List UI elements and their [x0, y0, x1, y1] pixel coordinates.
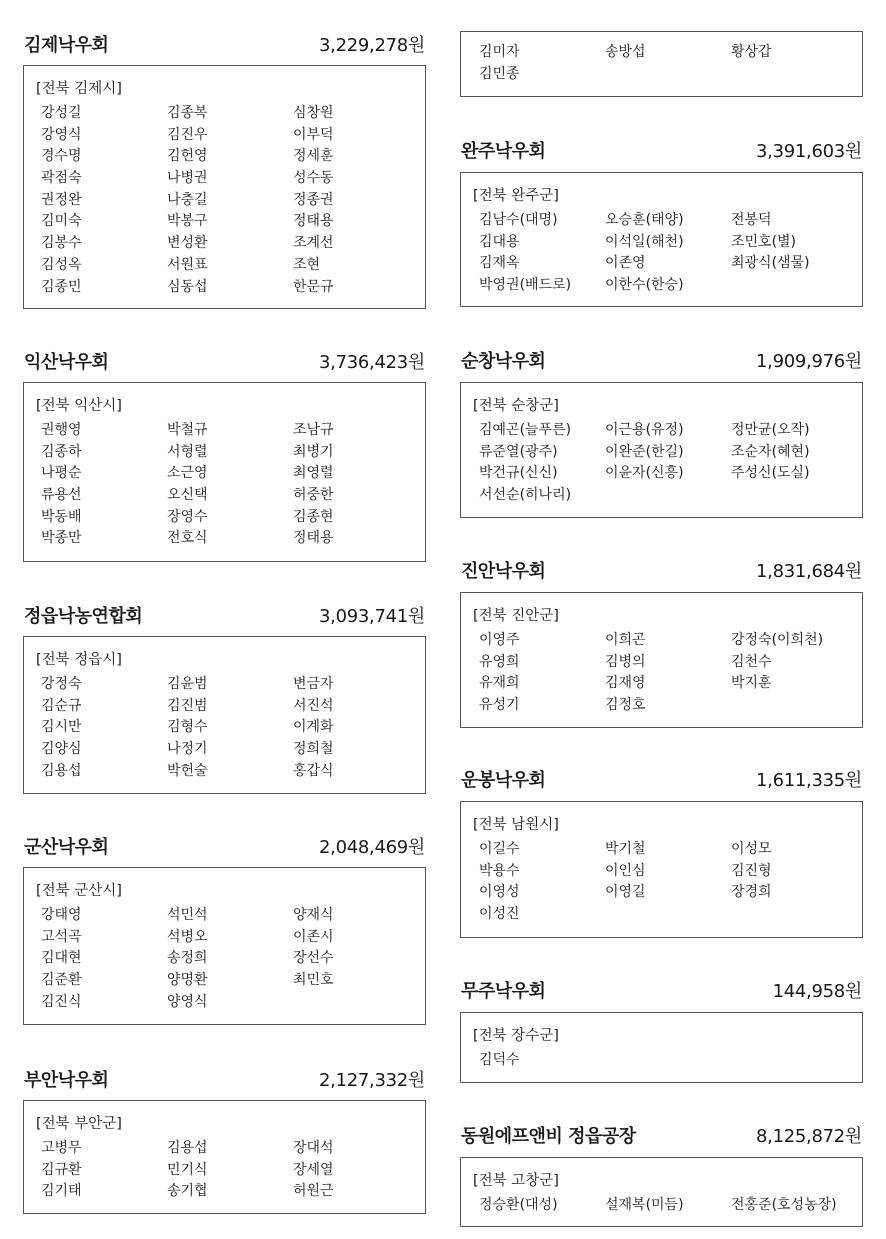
- member-name: 정태용: [293, 213, 334, 230]
- member-box: [460, 31, 863, 97]
- member-name: 강정숙(이희천): [731, 632, 824, 648]
- member-name: 김시만: [41, 719, 82, 736]
- donor-section-gimje: [23, 31, 426, 295]
- donor-section-dongwon: [460, 1122, 863, 1213]
- member-name: 박철규: [167, 422, 208, 438]
- member-name: 이한수(한승): [605, 277, 684, 294]
- member-box: [460, 1012, 863, 1083]
- member-name: 이존시: [293, 928, 334, 945]
- member-name: 김대용: [479, 233, 520, 250]
- member-name: 소근영: [167, 465, 208, 482]
- member-list: [479, 420, 858, 507]
- member-name: 김진식: [41, 993, 82, 1010]
- member-name: 이석일(해천): [605, 233, 684, 250]
- section-title: 익산낙우회: [24, 352, 109, 373]
- member-name: 김대현: [41, 950, 82, 967]
- member-name: 김천수: [731, 653, 772, 670]
- member-name: 이인심: [605, 862, 646, 879]
- member-name: 김형수: [167, 719, 208, 736]
- member-name: 변성환: [167, 235, 208, 252]
- member-name: 김진범: [167, 697, 208, 714]
- section-title: 순창낙우회: [461, 351, 546, 372]
- section-title: 정읍낙농연합회: [24, 606, 143, 627]
- section-amount: 1,831,684원: [756, 561, 862, 582]
- member-name: 박용수: [479, 862, 520, 879]
- member-name: 서선순(히나리): [479, 487, 572, 504]
- member-name: 나정기: [167, 741, 208, 758]
- section-title: 진안낙우회: [461, 561, 546, 582]
- member-name: 강정숙: [41, 676, 82, 692]
- section-title: 운봉낙우회: [461, 770, 546, 791]
- member-name: 양영식: [167, 993, 208, 1010]
- member-box: [460, 1157, 863, 1227]
- member-name: 허중한: [293, 487, 334, 504]
- member-name: 장경희: [731, 884, 772, 901]
- member-name: 심동섭: [167, 278, 208, 295]
- donor-section-muju: [460, 977, 863, 1068]
- member-name: 조순자(혜현): [731, 443, 810, 460]
- member-name: 김종하: [41, 443, 82, 460]
- member-name: 양재식: [293, 907, 334, 923]
- member-name: 김미숙: [41, 213, 82, 230]
- member-name: 이근용(유정): [605, 422, 684, 438]
- member-box: [23, 1100, 426, 1214]
- member-name: 김성옥: [41, 256, 82, 273]
- member-name: 송방섭: [605, 44, 646, 60]
- member-name: 박지훈: [731, 675, 772, 692]
- member-name: 김재영: [605, 675, 646, 692]
- member-name: 민기식: [167, 1161, 208, 1178]
- member-box: [460, 382, 863, 518]
- member-name: 김종복: [167, 105, 208, 121]
- section-amount: 1,611,335원: [756, 770, 862, 791]
- member-name: 김진우: [167, 126, 208, 143]
- member-name: 이부덕: [293, 126, 334, 143]
- member-name: 서원표: [167, 256, 208, 273]
- member-name: 김민종: [479, 65, 520, 82]
- member-name: 조민호(별): [731, 233, 797, 250]
- region-label: [전북 순창군]: [473, 398, 559, 414]
- donor-section-iksan: [23, 348, 426, 547]
- donor-section-sunchang: [460, 347, 863, 504]
- member-name: 정종권: [293, 191, 334, 208]
- member-name: 김윤범: [167, 676, 208, 692]
- member-name: 성수동: [293, 170, 334, 187]
- member-name: 오승훈(태양): [605, 212, 684, 228]
- member-list: [41, 905, 421, 1013]
- member-name: 송기협: [167, 1183, 208, 1200]
- member-name: 홍갑식: [293, 762, 334, 779]
- section-amount: 3,391,603원: [756, 141, 862, 162]
- member-list: [479, 210, 858, 297]
- member-name: 나병권: [167, 170, 208, 187]
- member-name: 김덕수: [479, 1052, 520, 1068]
- member-name: 이길수: [479, 841, 520, 857]
- section-amount: 3,229,278원: [319, 35, 425, 56]
- member-box: [23, 867, 426, 1025]
- member-list: [479, 42, 858, 85]
- member-name: 김정호: [605, 697, 646, 714]
- member-name: 김용섭: [167, 1140, 208, 1156]
- member-name: 이희곤: [605, 632, 646, 648]
- member-box: [460, 801, 863, 938]
- section-amount: 2,127,332원: [319, 1070, 425, 1091]
- member-box: [23, 636, 426, 794]
- member-name: 이윤자(신흥): [605, 465, 684, 482]
- member-name: 심창원: [293, 105, 334, 121]
- section-amount: 2,048,469원: [319, 837, 425, 858]
- member-name: 전호식: [167, 530, 208, 547]
- member-name: 서형렬: [167, 443, 208, 460]
- member-name: 김준환: [41, 972, 82, 989]
- member-name: 설재복(미듬): [605, 1197, 684, 1213]
- member-name: 김종현: [293, 508, 334, 525]
- member-list: [41, 103, 421, 298]
- member-name: 박헌술: [167, 762, 208, 779]
- region-label: [전북 익산시]: [36, 398, 122, 414]
- member-list: [479, 1050, 858, 1072]
- member-name: 장세열: [293, 1161, 334, 1178]
- section-title: 동원에프앤비 정읍공장: [461, 1126, 636, 1147]
- member-name: 박기철: [605, 841, 646, 857]
- section-title: 완주낙우회: [461, 141, 546, 162]
- region-label: [전북 고창군]: [473, 1173, 559, 1189]
- donor-section-jeongeup: [23, 602, 426, 779]
- section-amount: 144,958원: [772, 981, 862, 1002]
- member-name: 전홍준(호성농장): [731, 1197, 837, 1213]
- member-name: 강영식: [41, 126, 82, 143]
- member-name: 김용섭: [41, 762, 82, 779]
- member-name: 김미자: [479, 44, 520, 60]
- member-name: 김헌영: [167, 148, 208, 165]
- member-name: 김재옥: [479, 255, 520, 272]
- section-amount: 3,736,423원: [319, 352, 425, 373]
- donor-section-jinan: [460, 557, 863, 714]
- member-box: [460, 172, 863, 307]
- member-name: 송정희: [167, 950, 208, 967]
- section-title: 부안낙우회: [24, 1070, 109, 1091]
- region-label: [전북 부안군]: [36, 1116, 122, 1132]
- member-name: 박건규(신신): [479, 465, 558, 482]
- member-list: [479, 839, 858, 926]
- member-name: 최민호: [293, 972, 334, 989]
- region-label: [전북 정읍시]: [36, 652, 122, 668]
- member-name: 주성신(도실): [731, 465, 810, 482]
- region-label: [전북 완주군]: [473, 188, 559, 204]
- member-name: 김규환: [41, 1161, 82, 1178]
- member-name: 이존영: [605, 255, 646, 272]
- member-name: 서진석: [293, 697, 334, 714]
- member-name: 유성기: [479, 697, 520, 714]
- member-name: 류준열(광주): [479, 443, 558, 460]
- member-name: 최병기: [293, 443, 334, 460]
- member-name: 고석곡: [41, 928, 82, 945]
- region-label: [전북 군산시]: [36, 883, 122, 899]
- section-title: 군산낙우회: [24, 837, 109, 858]
- member-name: 이성모: [731, 841, 772, 857]
- member-name: 나평순: [41, 465, 82, 482]
- donor-section-buan: [23, 1066, 426, 1200]
- member-box: [23, 382, 426, 562]
- member-box: [460, 592, 863, 728]
- member-name: 전봉덕: [731, 212, 772, 228]
- member-name: 이영성: [479, 884, 520, 901]
- donor-section-gunsan: [23, 833, 426, 1010]
- member-name: 권정완: [41, 191, 82, 208]
- member-name: 최영렬: [293, 465, 334, 482]
- member-name: 김종민: [41, 278, 82, 295]
- member-name: 허원근: [293, 1183, 334, 1200]
- member-list: [41, 1138, 421, 1203]
- member-name: 장영수: [167, 508, 208, 525]
- member-name: 김순규: [41, 697, 82, 714]
- region-label: [전북 남원시]: [473, 817, 559, 833]
- member-name: 유영희: [479, 653, 520, 670]
- member-name: 조계선: [293, 235, 334, 252]
- member-name: 석병오: [167, 928, 208, 945]
- member-name: 한문규: [293, 278, 334, 295]
- member-name: 이계화: [293, 719, 334, 736]
- member-name: 조현: [293, 256, 321, 273]
- member-name: 이영길: [605, 884, 646, 901]
- member-name: 장대석: [293, 1140, 334, 1156]
- member-name: 곽점숙: [41, 170, 82, 187]
- member-name: 정세훈: [293, 148, 334, 165]
- member-list: [41, 420, 421, 550]
- member-name: 정만균(오작): [731, 422, 810, 438]
- member-list: [41, 674, 421, 782]
- member-name: 김양심: [41, 741, 82, 758]
- region-label: [전북 진안군]: [473, 608, 559, 624]
- member-name: 정태용: [293, 530, 334, 547]
- member-name: 강성길: [41, 105, 82, 121]
- member-name: 김진형: [731, 862, 772, 879]
- member-name: 유재희: [479, 675, 520, 692]
- member-box: [23, 65, 426, 309]
- member-name: 최광식(샘물): [731, 255, 810, 272]
- member-name: 박봉구: [167, 213, 208, 230]
- section-title: 무주낙우회: [461, 981, 546, 1002]
- member-name: 나충길: [167, 191, 208, 208]
- region-label: [전북 장수군]: [473, 1028, 559, 1044]
- member-name: 정승환(대성): [479, 1197, 558, 1213]
- member-name: 류용선: [41, 487, 82, 504]
- member-name: 김남수(대명): [479, 212, 558, 228]
- donor-section-wanju: [460, 137, 863, 294]
- member-name: 김봉수: [41, 235, 82, 252]
- section-amount: 8,125,872원: [756, 1126, 862, 1147]
- member-name: 김병의: [605, 653, 646, 670]
- member-list: [479, 630, 858, 717]
- member-name: 장선수: [293, 950, 334, 967]
- member-name: 이영주: [479, 632, 520, 648]
- member-name: 변금자: [293, 676, 334, 692]
- member-name: 이완준(한길): [605, 443, 684, 460]
- section-title: 김제낙우회: [24, 35, 109, 56]
- region-label: [전북 김제시]: [36, 81, 122, 97]
- member-name: 강태영: [41, 907, 82, 923]
- member-name: 권행영: [41, 422, 82, 438]
- member-name: 조남규: [293, 422, 334, 438]
- donor-section-unbong: [460, 766, 863, 923]
- member-name: 이성진: [479, 906, 520, 923]
- member-name: 고병무: [41, 1140, 82, 1156]
- member-name: 황상갑: [731, 44, 772, 60]
- member-name: 석민석: [167, 907, 208, 923]
- section-amount: 1,909,976원: [756, 351, 862, 372]
- member-name: 박동배: [41, 508, 82, 525]
- member-name: 양명환: [167, 972, 208, 989]
- member-name: 박영권(배드로): [479, 277, 572, 294]
- member-name: 김기태: [41, 1183, 82, 1200]
- member-name: 박종만: [41, 530, 82, 547]
- member-name: 김예곤(늘푸른): [479, 422, 572, 438]
- section-amount: 3,093,741원: [319, 606, 425, 627]
- member-name: 정희철: [293, 741, 334, 758]
- member-name: 오신택: [167, 487, 208, 504]
- member-name: 경수명: [41, 148, 82, 165]
- member-list: [479, 1195, 858, 1217]
